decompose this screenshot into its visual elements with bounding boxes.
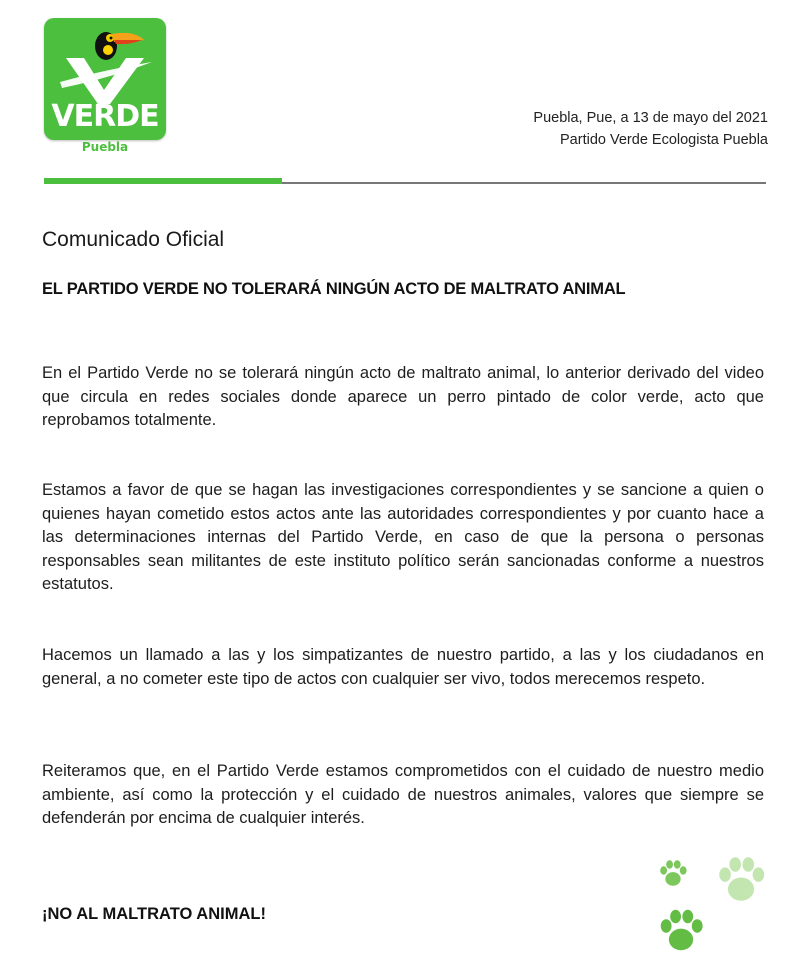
document-label: Comunicado Oficial: [42, 228, 225, 251]
divider-accent: [44, 178, 282, 184]
paragraph: Reiteramos que, en el Partido Verde estamos comprometidos con el cuidado de nuestro medio ambiente, así como la protección y el cuidado de nuestros animales, valores que siempre se defenderán por encima de cualquier interés.: [42, 762, 764, 827]
divider-line: [282, 182, 766, 184]
paw-print-icon: [656, 856, 690, 890]
logo-wordmark: VERDE: [51, 99, 159, 134]
paragraph: En el Partido Verde no se tolerará ningún acto de maltrato animal, lo anterior derivado del video que circula en redes sociales donde aparece un perro pintado de color verde, acto que reprobamos totalmente.: [42, 364, 764, 429]
paw-print-icon: [654, 903, 708, 957]
place-date: Puebla, Pue, a 13 de mayo del 2021: [533, 110, 768, 126]
party-logo: [44, 18, 166, 140]
paw-print-icon: [712, 850, 770, 908]
document-headline: EL PARTIDO VERDE NO TOLERARÁ NINGÚN ACTO DE MALTRATO ANIMAL: [42, 280, 626, 298]
closing-slogan: ¡NO AL MALTRATO ANIMAL!: [42, 905, 266, 923]
organization-name: Partido Verde Ecologista Puebla: [560, 132, 768, 148]
logo-subtitle: Puebla: [81, 140, 129, 154]
paragraph: Hacemos un llamado a las y los simpatizantes de nuestro partido, a las y los ciudadanos en general, a no cometer este tipo de actos con cualquier ser vivo, todos merecemos respeto.: [42, 646, 764, 688]
paragraph: Estamos a favor de que se hagan las investigaciones correspondientes y se sancione a quien o quienes hayan cometido estos actos ante las autoridades correspondientes y por cuanto hace a las determinaciones internas del Partido Verde, en caso de que la persona o personas responsables sean militantes de este instituto político serán sancionadas conforme a nuestros estatutos.: [42, 481, 764, 593]
